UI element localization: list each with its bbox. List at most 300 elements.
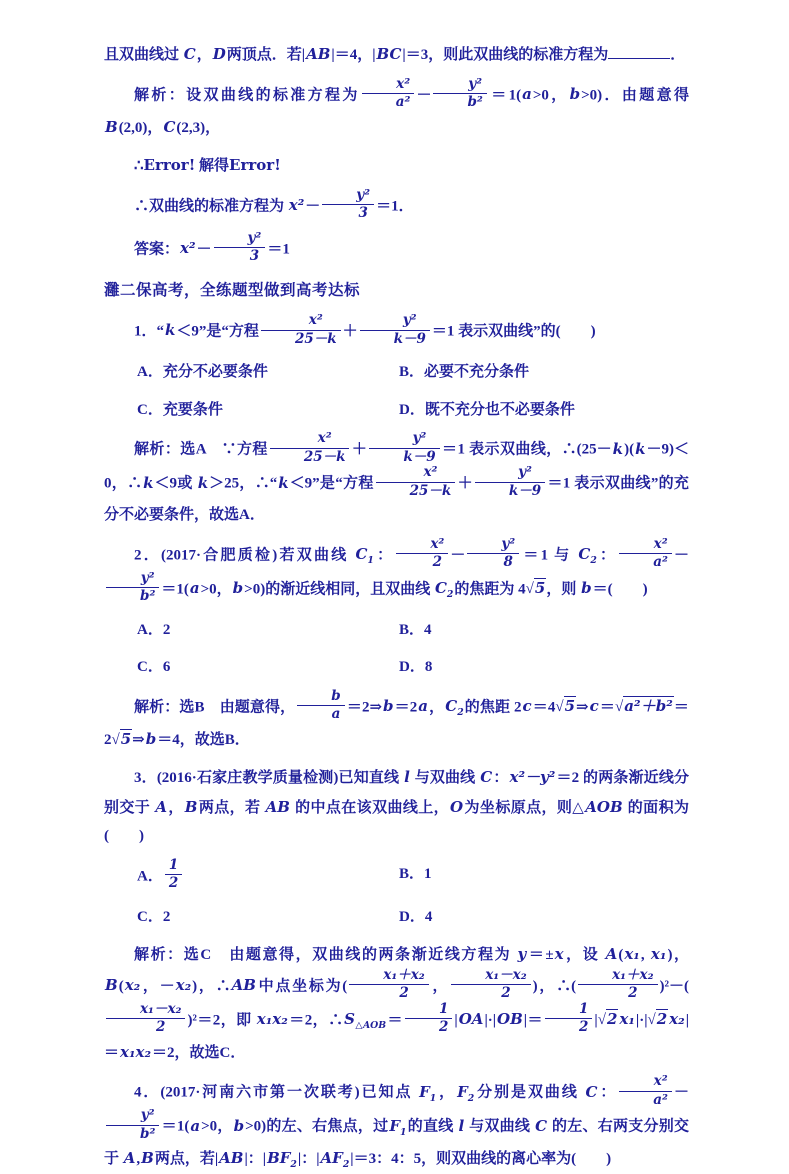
text-run: ＝2，故选C． (152, 1044, 246, 1061)
text-run: ＜9”是“方程 (176, 323, 259, 340)
text-run: , (640, 947, 650, 964)
fraction-numerator: x² (396, 537, 448, 555)
subscripted-variable: $C_2$ (445, 697, 464, 719)
option-left (137, 396, 399, 425)
text-run: 中点坐标为( (256, 978, 348, 995)
q2-options-cd (104, 653, 689, 682)
text-run: ＜9”是“方程 (289, 475, 374, 492)
text-run: ＝1( (161, 1118, 190, 1135)
math-variable: x₂ (175, 976, 192, 995)
text-run: )， (667, 947, 690, 964)
text-run: ＝1 (267, 241, 290, 258)
text-run: ＝2，∴ (288, 1012, 344, 1029)
text-run: ． (670, 47, 686, 63)
text-run: (2,0)， (118, 119, 163, 136)
fraction-denominator: 2 (432, 554, 443, 571)
math-variable: b (383, 697, 394, 716)
text-run: 解析：选A ∵方程 (134, 441, 268, 458)
text-run: 两顶点．若| (226, 47, 306, 63)
subscript: 2 (467, 1092, 475, 1104)
subscript: 2 (290, 1159, 297, 1171)
math-variable: AB (231, 976, 256, 995)
subscripted-variable: $BF_2$ (267, 1149, 297, 1171)
fraction (322, 188, 374, 222)
fraction (451, 968, 530, 1002)
math-variable: k (635, 439, 646, 458)
radical-sign-icon: √ (597, 1012, 606, 1029)
math-variable: a (418, 697, 428, 716)
text-run: ，则 (546, 581, 581, 598)
text-run: ： (598, 1084, 618, 1101)
fraction-denominator: a (331, 706, 341, 723)
text-run: ＝1． (376, 197, 414, 214)
text-run: ∴ (134, 158, 144, 175)
radicand: 5 (120, 729, 132, 748)
text-run: ， (196, 47, 212, 63)
subscript: 1 (367, 555, 374, 567)
error-placeholder: Error! (229, 156, 281, 175)
text-run: ＝2⇒ (346, 699, 383, 716)
subscript: 2 (590, 555, 597, 567)
square-root (111, 729, 133, 748)
math-variable: b (145, 729, 157, 748)
math-variable: b (569, 84, 581, 103)
text-run: |：| (244, 1151, 267, 1168)
fraction (106, 1002, 185, 1036)
fraction-numerator: y² (214, 231, 266, 249)
fraction-numerator: b (297, 689, 344, 707)
math-variable: C (585, 1082, 598, 1101)
text-run: D．8 (399, 659, 433, 676)
text-run: 3．(2016·石家庄教学质量检测)已知直线 (134, 770, 404, 787)
text-run: ＝2 (104, 699, 689, 748)
text-run: A．2 (137, 621, 171, 638)
fraction-numerator: y² (467, 537, 519, 555)
text-run: 答案： (134, 241, 180, 258)
math-variable: x₁ (619, 1010, 635, 1029)
document-body (104, 40, 689, 1174)
math-variable: b (232, 579, 244, 598)
fraction-numerator: y² (360, 313, 430, 331)
radical-sign-icon: √ (615, 699, 624, 716)
fraction (297, 689, 344, 723)
text-run: )( (624, 441, 635, 458)
math-variable: A (123, 1149, 136, 1168)
text-run: 两点，若 (198, 799, 265, 816)
radicand: 2 (606, 1010, 618, 1029)
square-root (598, 1012, 619, 1028)
answer-0 (104, 229, 689, 267)
text-run: >0)．由题意得 (581, 86, 689, 103)
math-variable: k (143, 473, 154, 492)
fraction-numerator: x₁－x₂ (106, 1002, 185, 1020)
math-variable: x₁x₂ (256, 1010, 288, 1029)
option-left (137, 653, 399, 682)
text-run: 解析：选B 由题意得， (134, 699, 296, 716)
fraction (270, 431, 350, 465)
math-variable: y (517, 945, 527, 964)
text-run: C．2 (137, 908, 171, 925)
radicand: a²＋b² (624, 697, 673, 716)
text-run: ＋ (351, 441, 368, 458)
text-run: ＝2 的两条渐近线分别交于 (104, 770, 689, 816)
text-run: D．既不充分也不必要条件 (399, 401, 575, 418)
option-right (399, 653, 689, 682)
fraction (106, 571, 159, 605)
question-3 (104, 763, 689, 851)
math-variable: c (522, 697, 532, 716)
text-run: 分别是双曲线 (475, 1084, 585, 1101)
q3-analysis (104, 940, 689, 1067)
text-run: 灉二保高考，全练题型做到高考达标 (104, 281, 361, 299)
fraction-numerator: x₁－x₂ (451, 968, 530, 986)
text-run: A．充分不必要条件 (137, 364, 268, 381)
subscripted-variable: $C_2$ (434, 579, 454, 601)
answer-blank (608, 56, 670, 59)
subscript: △AOB (354, 1020, 387, 1032)
fraction-denominator: 3 (249, 248, 260, 265)
math-variable: B (105, 976, 118, 995)
math-variable: x (554, 945, 564, 964)
text-run: |＝3：4：5，则双曲线的离心率为( ) (350, 1151, 612, 1168)
option-right (399, 358, 689, 387)
text-run: B．1 (399, 865, 432, 882)
option-right (399, 396, 689, 425)
subscripted-variable: $S_{\triangle AOB}$ (344, 1010, 387, 1032)
fraction (165, 858, 182, 892)
option-right (399, 616, 689, 645)
text-run: －9)＜0，∴ (104, 441, 689, 492)
text-run: C．充要条件 (137, 401, 223, 418)
math-variable: k (165, 321, 176, 340)
text-run: ＝1 与 (521, 547, 578, 564)
text-run: 的中点在该双曲线上， (290, 799, 450, 816)
text-run: ＋ (457, 475, 473, 492)
math-variable: A (605, 945, 618, 964)
math-variable: x² (180, 239, 196, 258)
fraction (619, 537, 672, 571)
text-run: ⇒ (132, 731, 145, 748)
text-run: － (673, 547, 689, 564)
fraction-denominator: 25－k (303, 448, 346, 465)
text-run: |＝3，则此双曲线的标准方程为 (402, 47, 609, 63)
text-run: 两点，若| (154, 1151, 219, 1168)
math-variable: k (197, 473, 209, 492)
fraction-numerator: 1 (405, 1002, 452, 1020)
subscript: 1 (399, 1126, 407, 1138)
question-1 (104, 312, 689, 349)
math-variable: D (212, 45, 226, 63)
radical-sign-icon: √ (555, 699, 564, 716)
text-run: 的焦距为 4 (454, 581, 526, 598)
text-run: >0， (201, 1118, 233, 1135)
analysis-0-line1 (104, 75, 689, 143)
text-run: ＋ (342, 323, 358, 340)
fraction-denominator: a² (653, 1091, 668, 1108)
fraction-denominator: 8 (503, 554, 513, 571)
math-variable: OB (497, 1010, 523, 1029)
text-run: ＝4，故选B． (157, 731, 250, 748)
math-variable: c (589, 697, 599, 716)
text-run: ，－ (141, 978, 175, 995)
fraction-denominator: 2 (156, 1019, 166, 1036)
fraction-numerator: 1 (545, 1002, 592, 1020)
fraction-denominator: 25－k (409, 482, 452, 499)
fraction-numerator: x² (619, 537, 672, 555)
section-header (104, 276, 689, 305)
fraction-numerator: x² (270, 431, 350, 449)
subscripted-variable: $F_1$ (419, 1082, 437, 1104)
option-left (137, 856, 399, 894)
fraction-denominator: a² (653, 554, 668, 571)
fraction-numerator: y² (475, 465, 545, 483)
math-variable: l (404, 768, 410, 787)
text-run: 且双曲线过 (104, 47, 183, 63)
fraction-denominator: k－9 (393, 330, 426, 347)
math-variable: x²－y² (509, 768, 556, 787)
text-run: ， (437, 1084, 457, 1101)
square-root (615, 699, 674, 715)
text-run: － (305, 197, 321, 214)
fraction (360, 313, 430, 347)
math-variable: C (183, 45, 196, 63)
q1-options-ab (104, 358, 689, 387)
fraction (475, 465, 545, 499)
text-run: D．4 (399, 908, 433, 925)
fraction (619, 1074, 672, 1108)
analysis-0-line2 (104, 151, 689, 181)
fraction (349, 968, 428, 1002)
text-run: ： (597, 547, 618, 564)
square-root (555, 699, 576, 715)
radicand: 2 (656, 1010, 668, 1029)
fraction-denominator: 2 (399, 985, 409, 1002)
fraction (106, 1108, 159, 1142)
fraction (405, 1002, 452, 1036)
fraction-denominator: 2 (578, 1019, 589, 1036)
text-run: C．6 (137, 659, 171, 676)
text-run: ＝2 (394, 699, 418, 716)
math-variable: x₂ (669, 1010, 685, 1029)
text-run: 解析：选C 由题意得，双曲线的两条渐近线方程为 (134, 947, 517, 964)
fraction (362, 77, 415, 111)
text-run: ＝4 (532, 699, 556, 716)
text-run: >0)的左、右焦点，过 (245, 1118, 389, 1135)
fraction-numerator: x² (619, 1074, 672, 1092)
math-variable: AOB (585, 797, 623, 816)
text-run: － (416, 86, 432, 103)
fraction-denominator: 2 (501, 985, 511, 1002)
text-run: ( (118, 978, 124, 995)
text-run: ： (493, 770, 509, 787)
text-run: ＞25，∴“ (209, 475, 278, 492)
math-variable: B (105, 117, 118, 136)
math-variable: B (184, 797, 198, 816)
fraction-denominator: 2 (439, 1019, 449, 1036)
q3-options-ab (104, 856, 689, 894)
text-run: |·| (484, 1012, 497, 1029)
square-root (648, 1012, 669, 1028)
text-run: >0)的渐近线相同，且双曲线 (244, 581, 434, 598)
math-variable: x₂ (124, 976, 141, 995)
math-variable: AB (265, 797, 290, 816)
error-placeholder: Error! (143, 156, 196, 175)
radicand: 5 (564, 697, 576, 716)
fraction-numerator: y² (433, 77, 486, 95)
fraction-numerator: y² (369, 431, 439, 449)
subscripted-variable: $C_2$ (578, 545, 597, 567)
text-run: ＝1( (488, 86, 522, 103)
subscript: 1 (429, 1092, 437, 1104)
fraction (578, 968, 657, 1002)
math-variable: C (535, 1116, 548, 1135)
math-variable: A (155, 797, 167, 816)
math-variable: k (612, 439, 624, 458)
fraction-denominator: 2 (168, 875, 179, 892)
subscripted-variable: $C_1$ (355, 545, 374, 567)
text-run: ＝1 表示双曲线”的( ) (431, 323, 596, 340)
fraction-denominator: b² (140, 1125, 156, 1142)
text-run: ，设 (564, 947, 605, 964)
text-run: |·| (635, 1012, 648, 1029)
math-variable: b (581, 579, 592, 598)
fraction-numerator: y² (106, 1108, 159, 1126)
fraction (261, 313, 341, 347)
fraction-denominator: 25－k (294, 330, 337, 347)
text-run: ⇒ (576, 699, 589, 716)
text-run: )，∴( (532, 978, 577, 995)
fraction-numerator: y² (106, 571, 159, 589)
text-run: 的直线 (407, 1118, 458, 1135)
text-run: ＝± (527, 947, 554, 964)
text-run: | (454, 1012, 458, 1029)
fraction-denominator: 2 (628, 985, 638, 1002)
text-run: |＝ (104, 1012, 689, 1061)
math-variable: l (458, 1116, 465, 1135)
text-run: | (594, 1012, 598, 1029)
option-left (137, 616, 399, 645)
text-run: 4．(2017·河南六市第一次联考)已知点 (134, 1084, 419, 1101)
fraction-numerator: y² (322, 188, 374, 206)
text-run: |：| (297, 1151, 320, 1168)
subscript: 2 (457, 707, 464, 719)
question-4 (104, 1073, 689, 1174)
text-run: 的焦距 2 (464, 699, 522, 716)
text-run: 与双曲线 (465, 1118, 535, 1135)
text-run: )，∴ (192, 978, 231, 995)
text-run: |＝4，| (331, 47, 376, 63)
text-run: － (450, 547, 466, 564)
math-variable: b (233, 1116, 245, 1135)
fraction (369, 431, 439, 465)
text-run: ： (374, 547, 395, 564)
q1-options-cd (104, 396, 689, 425)
text-run: ＜9或 (154, 475, 197, 492)
q1-analysis (104, 430, 689, 530)
fraction-denominator: 3 (358, 205, 368, 222)
text-run: － (673, 1084, 689, 1101)
fraction-numerator: x₁＋x₂ (578, 968, 657, 986)
analysis-0-line3 (104, 186, 689, 224)
text-run: (2,3)， (176, 119, 221, 136)
text-run: ＝1 表示双曲线，∴(25－ (441, 441, 612, 458)
radicand: 5 (534, 579, 546, 598)
math-variable: x₁x₂ (120, 1042, 152, 1061)
text-run: ， (430, 978, 450, 995)
fraction-denominator: b² (140, 588, 156, 605)
text-run: ， (429, 699, 445, 716)
text-run: B．必要不充分条件 (399, 364, 530, 381)
text-run: － (196, 241, 212, 258)
fraction (433, 77, 486, 111)
fraction-denominator: b² (467, 94, 483, 111)
text-run: |＝ (523, 1012, 543, 1029)
math-variable: BC (376, 45, 402, 63)
subscript: 2 (342, 1159, 350, 1171)
subscripted-variable: $F_2$ (457, 1082, 475, 1104)
continuation-line (104, 40, 689, 70)
math-variable: a (189, 579, 200, 598)
text-run: 2．(2017·合肥质检)若双曲线 (134, 547, 355, 564)
question-2 (104, 535, 689, 607)
option-right (399, 903, 689, 932)
math-variable: C (163, 117, 176, 136)
text-run: 的面积为( ) (104, 799, 689, 845)
math-variable: AB (219, 1149, 244, 1168)
option-left (137, 903, 399, 932)
q2-analysis (104, 687, 689, 755)
radical-sign-icon: √ (647, 1012, 656, 1029)
text-run: ( (618, 947, 624, 964)
text-run: ＝( ) (592, 581, 648, 598)
text-run: >0， (532, 86, 569, 103)
radical-sign-icon: √ (525, 581, 534, 598)
math-variable: O (450, 797, 464, 816)
fraction-numerator: x² (261, 313, 341, 331)
fraction-numerator: x₁＋x₂ (349, 968, 428, 986)
text-run: B．4 (399, 621, 432, 638)
text-run: ＝ (599, 699, 615, 716)
math-variable: a (190, 1116, 201, 1135)
fraction (396, 537, 448, 571)
fraction-numerator: 1 (165, 858, 182, 876)
subscripted-variable: $F_1$ (389, 1116, 407, 1138)
math-variable: OA (458, 1010, 484, 1029)
fraction-denominator: k－9 (508, 482, 542, 499)
fraction-numerator: x² (362, 77, 415, 95)
fraction-numerator: x² (376, 465, 456, 483)
math-variable: B (141, 1149, 154, 1168)
text-run: 1．“ (134, 323, 165, 340)
text-run: , (136, 1151, 141, 1168)
math-variable: a (522, 84, 532, 103)
fraction (376, 465, 456, 499)
math-variable: x₁ (650, 945, 667, 964)
fraction (467, 537, 519, 571)
q2-options-ab (104, 616, 689, 645)
fraction (214, 231, 266, 265)
text-run: )²－( (659, 978, 689, 995)
math-variable: C (480, 768, 493, 787)
math-variable: AB (306, 45, 331, 63)
text-run: >0， (200, 581, 232, 598)
text-run: 解得 (195, 158, 230, 175)
text-run: ＝1( (161, 581, 189, 598)
text-run: A． (137, 868, 163, 885)
text-run: 为坐标原点，则△ (464, 799, 585, 816)
fraction (545, 1002, 592, 1036)
square-root (526, 581, 547, 597)
